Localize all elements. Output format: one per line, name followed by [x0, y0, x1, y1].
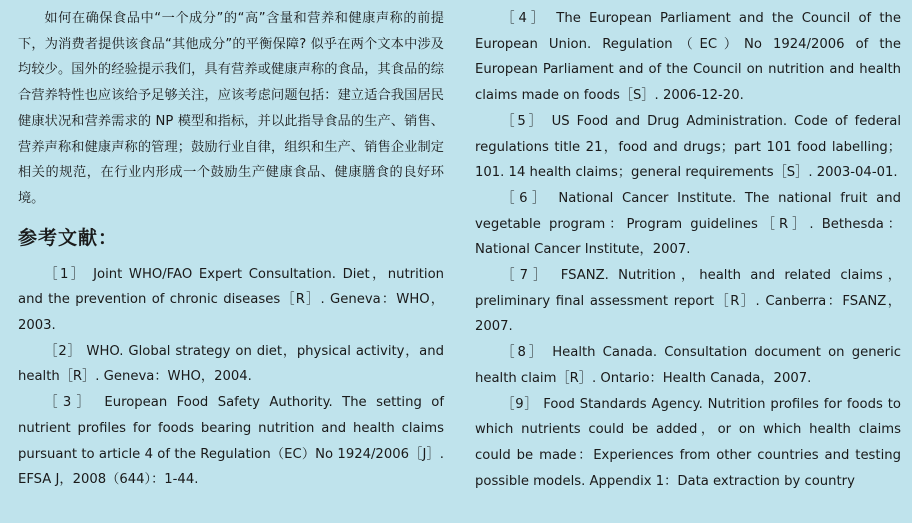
reference-7: ［7］ FSANZ. Nutrition，health and related claims，preliminary final assessment report［R］. Canberra：FSANZ，2007. — [475, 268, 901, 335]
reference-2: ［2］ WHO. Global strategy on diet，physical activity，and health［R］. Geneva：WHO，2004. — [18, 343, 444, 385]
left-column — [18, 6, 444, 493]
reference-5: ［5］ US Food and Drug Administration. Code of federal regulations title 21，food and drugs；part 101 food labelling；101. 14 health claims；general requirements［S］. 2003-04-01. — [475, 113, 901, 181]
reference-6: ［6］ National Cancer Institute. The national fruit and vegetable program：Program guidelines［R］. Bethesda：National Cancer Institute，2007. — [475, 190, 901, 258]
body-paragraph: 如何在确保食品中“一个成分”的“高”含量和营养和健康声称的前提下，为消费者提供该食品“其他成分”的平衡保障? 似乎在两个文本中涉及均较少。国外的经验提示我们，具有营养或健康声称的食品，其食品的综合营养特性也应该给予足够关注，应该考虑问题包括：建立适合我国居民健康状况和营养需求的 NP 模型和指标，并以此指导食品的生产、销售、营养声称和健康声称的管理；鼓励行业自律，组织和生产、销售企业制定相关的规范，在行业内形成一个鼓励生产健康食品、健康膳食的良好环境。 — [18, 11, 444, 206]
reference-4: ［4］ The European Parliament and the Council of the European Union. Regulation（EC）No 1924/2006 of the European Parliament and of the Council on nutrition and health claims made on foods［S］. 2006-12-20. — [475, 11, 901, 104]
reference-8: ［8］ Health Canada. Consultation document on generic health claim［R］. Ontario：Health Canada，2007. — [475, 345, 901, 386]
reference-1: ［1］ Joint WHO/FAO Expert Consultation. Diet，nutrition and the prevention of chronic diseases［R］. Geneva：WHO，2003. — [18, 266, 444, 334]
reference-3: ［3］ European Food Safety Authority. The setting of nutrient profiles for foods bearing nutrition and health claims pursuant to article 4 of the Regulation（EC）No 1924/2006［J］. EFSA J，2008（644）：1-44. — [18, 395, 444, 488]
right-column — [475, 6, 901, 494]
reference-9: ［9］ Food Standards Agency. Nutrition profiles for foods to which nutrients could be added，or on which health claims could be made：Experiences from other countries and testing possible models. Appendix 1：Data extraction by country — [475, 396, 901, 489]
references-heading: 参考文献： — [18, 226, 119, 249]
